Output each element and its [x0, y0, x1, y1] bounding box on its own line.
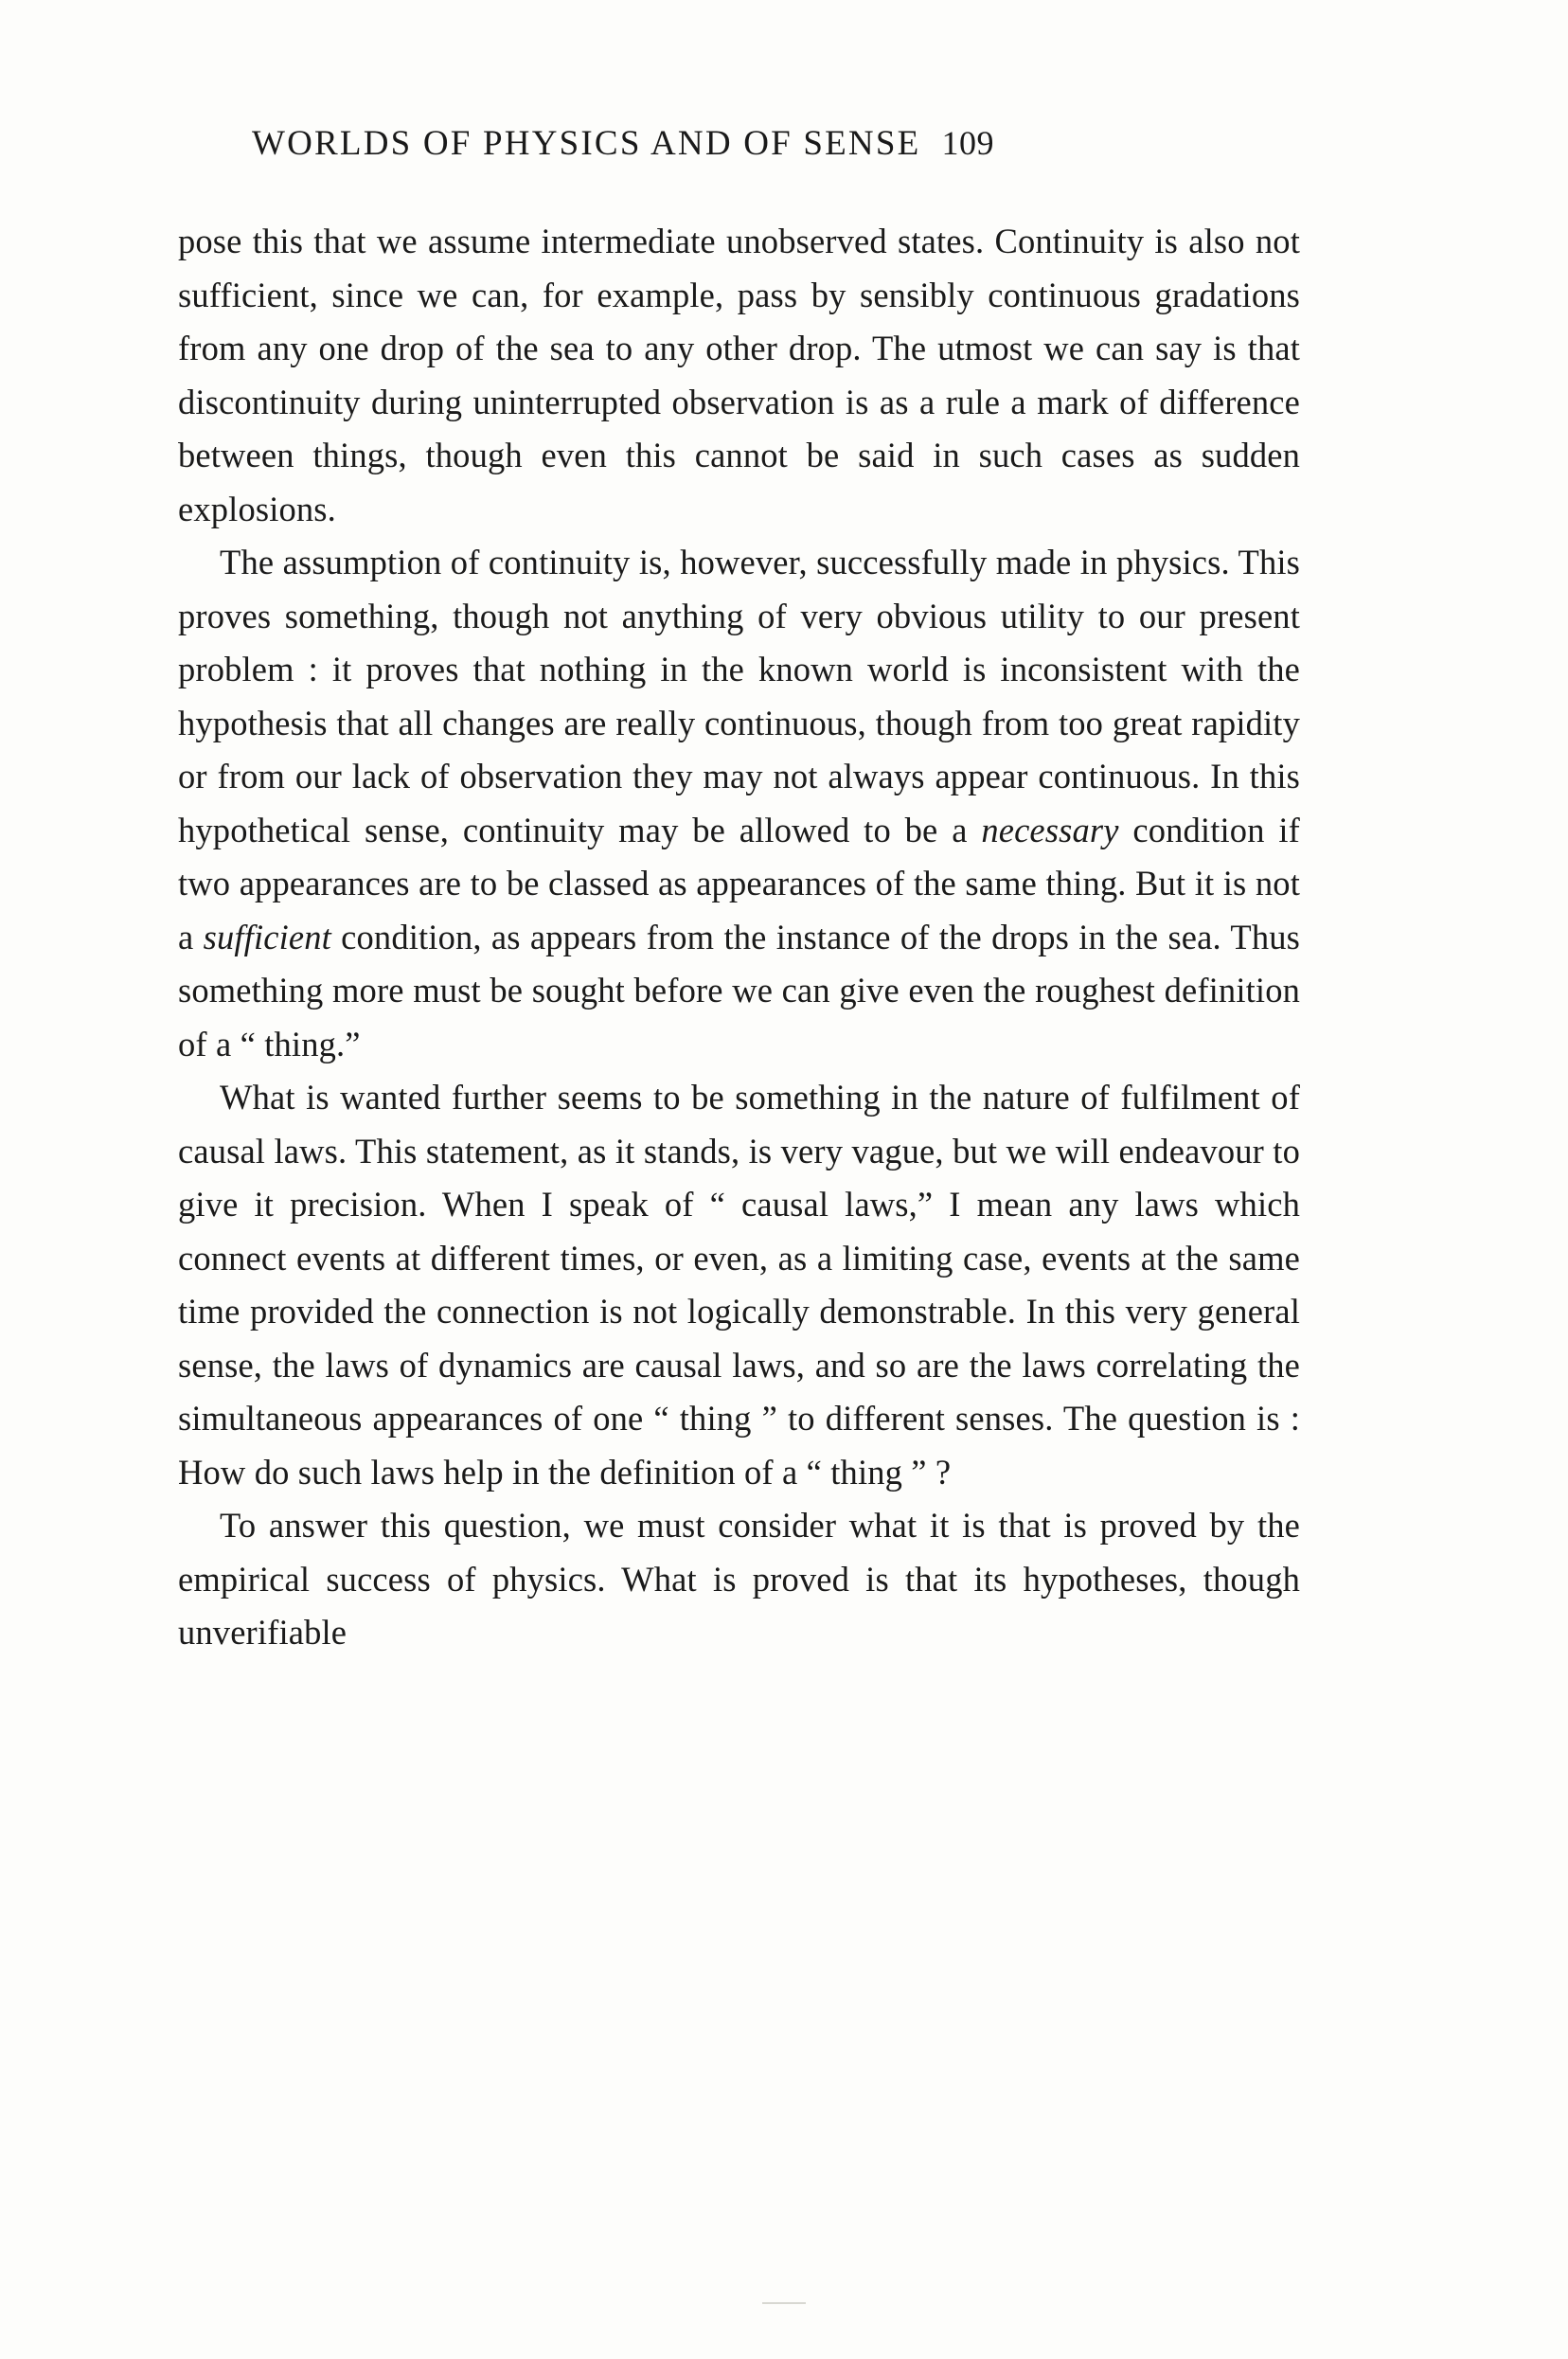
page-content — [178, 123, 1300, 1660]
paragraph-2-italic-sufficient: sufficient — [203, 917, 331, 956]
paragraph-2-lead: The assumption of continuity is, however, successfully made in physics. This proves something, though not anything of very obvious utility to our present problem : it proves that nothing in the known world is inconsistent with the hypothesis that all changes are really continuous, though from too great rapidity or from our lack of observation they may not always appear continuous. In this hypothetical sense, continuity may be allowed to be a — [178, 543, 1300, 849]
running-head-title: WORLDS OF PHYSICS AND OF SENSE — [252, 124, 921, 163]
paragraph-2-italic-necessary: necessary — [981, 810, 1119, 849]
paragraph-2-tail: condition, as appears from the instance of the drops in the sea. Thus something more must be sought before we can give even the roughest definition of a “ thing.” — [178, 917, 1300, 1063]
paragraph-1: pose this that we assume intermediate unobserved states. Continuity is also not sufficient, since we can, for example, pass by sensibly continuous gradations from any one drop of the sea to any other drop. The utmost we can say is that discontinuity during uninterrupted observation is as a rule a mark of difference between things, though even this cannot be said in such cases as sudden explosions. — [178, 222, 1300, 528]
paragraph-3: What is wanted further seems to be something in the nature of fulfilment of causal laws. This statement, as it stands, is very vague, but we will endeavour to give it precision. When I speak of “ causal laws,” I mean any laws which connect events at different times, or even, as a limiting case, events at the same time provided the connection is not logically demonstrable. In this very general sense, the laws of dynamics are causal laws, and so are the laws correlating the simultaneous appearances of one “ thing ” to different senses. The question is : How do such laws help in the definition of a “ thing ” ? — [178, 1078, 1300, 1492]
page-number: 109 — [941, 124, 994, 162]
page-footer-rule — [762, 2302, 806, 2304]
paragraph-2-middle: condition if two appearances are to be classed as appearances of the same thing. But it is not a — [178, 810, 1300, 956]
paragraph-2 — [178, 536, 1300, 1071]
running-head — [252, 123, 1300, 164]
body-text — [178, 215, 1300, 1660]
paragraph-4: To answer this question, we must consider what it is that is proved by the empirical success of physics. What is proved is that its hypotheses, though unverifiable — [178, 1506, 1300, 1652]
